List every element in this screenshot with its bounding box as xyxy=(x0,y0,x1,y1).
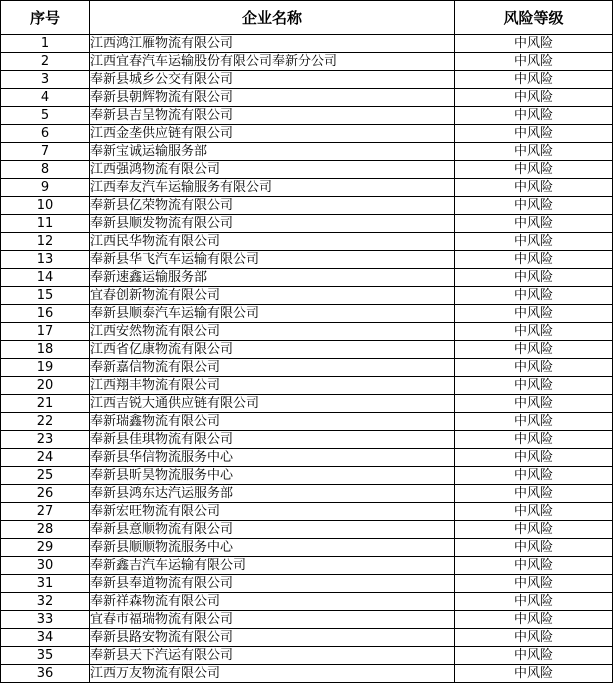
cell-risk-level: 中风险 xyxy=(455,413,613,431)
cell-company-name: 奉新祥森物流有限公司 xyxy=(90,593,455,611)
cell-risk-level: 中风险 xyxy=(455,629,613,647)
cell-company-name: 江西万友物流有限公司 xyxy=(90,665,455,683)
cell-risk-level: 中风险 xyxy=(455,341,613,359)
table-row xyxy=(1,665,613,683)
cell-risk-level: 中风险 xyxy=(455,143,613,161)
table-row xyxy=(1,323,613,341)
table-row xyxy=(1,647,613,665)
cell-risk-level: 中风险 xyxy=(455,611,613,629)
cell-risk-level: 中风险 xyxy=(455,359,613,377)
cell-seq: 24 xyxy=(1,449,90,467)
cell-seq: 20 xyxy=(1,377,90,395)
cell-company-name: 奉新县意顺物流有限公司 xyxy=(90,521,455,539)
cell-seq: 16 xyxy=(1,305,90,323)
cell-risk-level: 中风险 xyxy=(455,647,613,665)
cell-company-name: 江西强鸿物流有限公司 xyxy=(90,161,455,179)
cell-risk-level: 中风险 xyxy=(455,467,613,485)
table-row xyxy=(1,53,613,71)
cell-company-name: 奉新县城乡公交有限公司 xyxy=(90,71,455,89)
table-row xyxy=(1,179,613,197)
cell-risk-level: 中风险 xyxy=(455,107,613,125)
table-row xyxy=(1,467,613,485)
cell-company-name: 江西鸿江雁物流有限公司 xyxy=(90,35,455,53)
cell-seq: 14 xyxy=(1,269,90,287)
table-row xyxy=(1,107,613,125)
cell-company-name: 奉新县亿荣物流有限公司 xyxy=(90,197,455,215)
table-row xyxy=(1,341,613,359)
cell-risk-level: 中风险 xyxy=(455,395,613,413)
cell-company-name: 奉新宝诚运输服务部 xyxy=(90,143,455,161)
cell-company-name: 奉新县朝辉物流有限公司 xyxy=(90,89,455,107)
cell-company-name: 奉新县华信物流服务中心 xyxy=(90,449,455,467)
table-row xyxy=(1,449,613,467)
table-row xyxy=(1,35,613,53)
cell-seq: 34 xyxy=(1,629,90,647)
table-row xyxy=(1,215,613,233)
cell-seq: 6 xyxy=(1,125,90,143)
cell-company-name: 奉新速鑫运输服务部 xyxy=(90,269,455,287)
table-row xyxy=(1,539,613,557)
cell-seq: 22 xyxy=(1,413,90,431)
cell-risk-level: 中风险 xyxy=(455,521,613,539)
cell-company-name: 奉新鑫吉汽车运输有限公司 xyxy=(90,557,455,575)
cell-company-name: 奉新瑞鑫物流有限公司 xyxy=(90,413,455,431)
cell-seq: 33 xyxy=(1,611,90,629)
cell-company-name: 奉新嘉信物流有限公司 xyxy=(90,359,455,377)
cell-company-name: 奉新县华飞汽车运输有限公司 xyxy=(90,251,455,269)
table-row xyxy=(1,89,613,107)
cell-seq: 25 xyxy=(1,467,90,485)
cell-seq: 17 xyxy=(1,323,90,341)
cell-risk-level: 中风险 xyxy=(455,449,613,467)
cell-seq: 28 xyxy=(1,521,90,539)
cell-company-name: 江西吉锐大通供应链有限公司 xyxy=(90,395,455,413)
table-row xyxy=(1,575,613,593)
cell-company-name: 奉新县鸿东达汽运服务部 xyxy=(90,485,455,503)
table-row xyxy=(1,485,613,503)
table-row xyxy=(1,197,613,215)
cell-seq: 26 xyxy=(1,485,90,503)
cell-seq: 36 xyxy=(1,665,90,683)
header-company-name: 企业名称 xyxy=(90,1,455,35)
cell-risk-level: 中风险 xyxy=(455,377,613,395)
cell-risk-level: 中风险 xyxy=(455,179,613,197)
cell-seq: 15 xyxy=(1,287,90,305)
cell-seq: 7 xyxy=(1,143,90,161)
cell-seq: 18 xyxy=(1,341,90,359)
cell-seq: 29 xyxy=(1,539,90,557)
cell-seq: 32 xyxy=(1,593,90,611)
table-body xyxy=(1,35,613,683)
cell-risk-level: 中风险 xyxy=(455,233,613,251)
cell-seq: 2 xyxy=(1,53,90,71)
cell-seq: 4 xyxy=(1,89,90,107)
table-row xyxy=(1,251,613,269)
cell-risk-level: 中风险 xyxy=(455,287,613,305)
cell-risk-level: 中风险 xyxy=(455,593,613,611)
cell-risk-level: 中风险 xyxy=(455,53,613,71)
cell-risk-level: 中风险 xyxy=(455,323,613,341)
table-row xyxy=(1,521,613,539)
cell-company-name: 江西民华物流有限公司 xyxy=(90,233,455,251)
cell-risk-level: 中风险 xyxy=(455,557,613,575)
cell-company-name: 江西翔丰物流有限公司 xyxy=(90,377,455,395)
cell-seq: 35 xyxy=(1,647,90,665)
table-row xyxy=(1,413,613,431)
cell-seq: 1 xyxy=(1,35,90,53)
cell-risk-level: 中风险 xyxy=(455,197,613,215)
cell-company-name: 奉新县顺发物流有限公司 xyxy=(90,215,455,233)
cell-risk-level: 中风险 xyxy=(455,305,613,323)
table-row xyxy=(1,125,613,143)
cell-seq: 27 xyxy=(1,503,90,521)
cell-risk-level: 中风险 xyxy=(455,251,613,269)
cell-company-name: 宜春市福瑞物流有限公司 xyxy=(90,611,455,629)
cell-seq: 13 xyxy=(1,251,90,269)
table-row xyxy=(1,395,613,413)
table-row xyxy=(1,161,613,179)
table-row xyxy=(1,503,613,521)
cell-seq: 19 xyxy=(1,359,90,377)
cell-seq: 9 xyxy=(1,179,90,197)
cell-seq: 23 xyxy=(1,431,90,449)
header-seq: 序号 xyxy=(1,1,90,35)
cell-company-name: 江西金垄供应链有限公司 xyxy=(90,125,455,143)
cell-risk-level: 中风险 xyxy=(455,215,613,233)
header-risk-level: 风险等级 xyxy=(455,1,613,35)
cell-company-name: 奉新县佳琪物流有限公司 xyxy=(90,431,455,449)
cell-company-name: 奉新县吉呈物流有限公司 xyxy=(90,107,455,125)
table-row xyxy=(1,233,613,251)
cell-risk-level: 中风险 xyxy=(455,35,613,53)
cell-risk-level: 中风险 xyxy=(455,431,613,449)
cell-risk-level: 中风险 xyxy=(455,485,613,503)
cell-company-name: 江西安然物流有限公司 xyxy=(90,323,455,341)
table-row xyxy=(1,629,613,647)
cell-seq: 12 xyxy=(1,233,90,251)
cell-risk-level: 中风险 xyxy=(455,269,613,287)
cell-company-name: 奉新县顺泰汽车运输有限公司 xyxy=(90,305,455,323)
cell-seq: 11 xyxy=(1,215,90,233)
cell-company-name: 奉新县顺顺物流服务中心 xyxy=(90,539,455,557)
cell-risk-level: 中风险 xyxy=(455,71,613,89)
cell-company-name: 奉新县天下汽运有限公司 xyxy=(90,647,455,665)
cell-company-name: 江西省亿康物流有限公司 xyxy=(90,341,455,359)
cell-company-name: 江西奉友汽车运输服务有限公司 xyxy=(90,179,455,197)
cell-company-name: 奉新县奉道物流有限公司 xyxy=(90,575,455,593)
table-row xyxy=(1,557,613,575)
cell-risk-level: 中风险 xyxy=(455,503,613,521)
table-row xyxy=(1,611,613,629)
cell-risk-level: 中风险 xyxy=(455,539,613,557)
table-row xyxy=(1,305,613,323)
cell-risk-level: 中风险 xyxy=(455,575,613,593)
cell-company-name: 宜春创新物流有限公司 xyxy=(90,287,455,305)
cell-risk-level: 中风险 xyxy=(455,161,613,179)
cell-seq: 31 xyxy=(1,575,90,593)
cell-company-name: 奉新县路安物流有限公司 xyxy=(90,629,455,647)
cell-seq: 5 xyxy=(1,107,90,125)
cell-risk-level: 中风险 xyxy=(455,665,613,683)
cell-seq: 21 xyxy=(1,395,90,413)
table-header-row xyxy=(1,1,613,35)
cell-seq: 10 xyxy=(1,197,90,215)
cell-seq: 3 xyxy=(1,71,90,89)
cell-risk-level: 中风险 xyxy=(455,125,613,143)
cell-company-name: 江西宜春汽车运输股份有限公司奉新分公司 xyxy=(90,53,455,71)
table-row xyxy=(1,431,613,449)
cell-company-name: 奉新县昕昊物流服务中心 xyxy=(90,467,455,485)
cell-company-name: 奉新宏旺物流有限公司 xyxy=(90,503,455,521)
table-row xyxy=(1,143,613,161)
table-row xyxy=(1,359,613,377)
table-row xyxy=(1,287,613,305)
cell-risk-level: 中风险 xyxy=(455,89,613,107)
table-row xyxy=(1,377,613,395)
cell-seq: 8 xyxy=(1,161,90,179)
table-row xyxy=(1,269,613,287)
table-row xyxy=(1,71,613,89)
table-row xyxy=(1,593,613,611)
cell-seq: 30 xyxy=(1,557,90,575)
